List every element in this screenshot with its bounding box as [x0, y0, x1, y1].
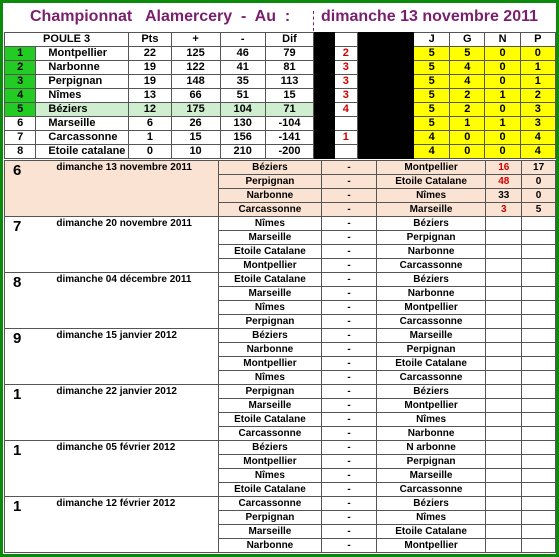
- away-score: [522, 357, 556, 371]
- standings-row: [5, 47, 556, 61]
- j-cell: 4: [414, 131, 450, 145]
- minus-header: -: [220, 33, 265, 47]
- away-score: [522, 287, 556, 301]
- home-score: [486, 329, 522, 343]
- minus-cell: 210: [220, 145, 265, 159]
- away-score: [522, 273, 556, 287]
- home-team: Narbonne: [218, 343, 322, 357]
- away-score: [522, 343, 556, 357]
- black-spacer: [357, 75, 413, 89]
- match-separator: -: [322, 525, 377, 539]
- black-spacer: [357, 145, 413, 159]
- match-separator: -: [322, 483, 377, 497]
- g-cell: 4: [450, 61, 485, 75]
- home-team: Carcassonne: [218, 427, 322, 441]
- dif-cell: 71: [265, 103, 313, 117]
- home-team: Montpellier: [218, 455, 322, 469]
- match-separator: -: [322, 441, 377, 455]
- away-score: [522, 455, 556, 469]
- match-separator: -: [322, 217, 377, 231]
- home-team: Béziers: [218, 161, 322, 175]
- away-score: [522, 385, 556, 399]
- rank-cell: 1: [5, 47, 36, 61]
- home-team: Marseille: [218, 231, 322, 245]
- round-date: dimanche 05 février 2012: [36, 441, 218, 497]
- black-spacer: [314, 33, 335, 47]
- away-team: Montpellier: [376, 301, 486, 315]
- away-score: [522, 245, 556, 259]
- black-spacer: [357, 61, 413, 75]
- away-score: 0: [522, 189, 556, 203]
- away-team: N arbonne: [376, 441, 486, 455]
- n-cell: 0: [485, 145, 520, 159]
- plus-header: +: [171, 33, 220, 47]
- team-cell: Marseille: [36, 117, 129, 131]
- away-score: [522, 511, 556, 525]
- j-cell: 5: [414, 89, 450, 103]
- away-score: [522, 315, 556, 329]
- away-team: Béziers: [376, 217, 486, 231]
- black-spacer: [357, 103, 413, 117]
- team-cell: Etoile catalane: [36, 145, 129, 159]
- fixture-row: [5, 497, 556, 511]
- rank-cell: 6: [5, 117, 36, 131]
- black-spacer: [314, 103, 335, 117]
- away-team: Béziers: [376, 497, 486, 511]
- mark-cell: [334, 117, 357, 131]
- away-score: [522, 217, 556, 231]
- p-cell: 1: [520, 61, 555, 75]
- standings-row: [5, 89, 556, 103]
- match-separator: -: [322, 273, 377, 287]
- home-score: [486, 259, 522, 273]
- match-separator: -: [322, 161, 377, 175]
- away-team: Béziers: [376, 273, 486, 287]
- away-score: 0: [522, 175, 556, 189]
- home-team: Perpignan: [218, 511, 322, 525]
- p-header: P: [520, 33, 555, 47]
- home-score: [486, 231, 522, 245]
- away-team: Narbonne: [376, 245, 486, 259]
- j-cell: 5: [414, 47, 450, 61]
- home-score: [486, 245, 522, 259]
- away-score: [522, 301, 556, 315]
- title-bar: [3, 3, 556, 32]
- dif-cell: -200: [265, 145, 313, 159]
- standings-header: [5, 33, 556, 47]
- mark-cell: 1: [334, 131, 357, 145]
- home-score: 48: [486, 175, 522, 189]
- rank-cell: 7: [5, 131, 36, 145]
- black-spacer: [357, 131, 413, 145]
- poule-header: POULE 3: [5, 33, 129, 47]
- black-spacer: [314, 75, 335, 89]
- home-team: Etoile Catalane: [218, 245, 322, 259]
- home-score: [486, 427, 522, 441]
- away-score: [522, 231, 556, 245]
- home-team: Marseille: [218, 287, 322, 301]
- match-separator: -: [322, 287, 377, 301]
- minus-cell: 41: [220, 61, 265, 75]
- home-score: [486, 371, 522, 385]
- home-score: [486, 315, 522, 329]
- away-team: Marseille: [376, 469, 486, 483]
- n-cell: 0: [485, 75, 520, 89]
- plus-cell: 148: [171, 75, 220, 89]
- black-spacer: [357, 117, 413, 131]
- home-score: [486, 399, 522, 413]
- team-cell: Nîmes: [36, 89, 129, 103]
- match-separator: -: [322, 175, 377, 189]
- home-score: 3: [486, 203, 522, 217]
- home-score: [486, 357, 522, 371]
- home-score: [486, 469, 522, 483]
- n-header: N: [485, 33, 520, 47]
- minus-cell: 51: [220, 89, 265, 103]
- match-separator: -: [322, 343, 377, 357]
- match-separator: -: [322, 371, 377, 385]
- match-separator: -: [322, 301, 377, 315]
- minus-cell: 130: [220, 117, 265, 131]
- plus-cell: 125: [171, 47, 220, 61]
- standings-row: [5, 131, 556, 145]
- home-score: [486, 301, 522, 315]
- g-cell: 4: [450, 75, 485, 89]
- home-score: [486, 511, 522, 525]
- dif-cell: -104: [265, 117, 313, 131]
- minus-cell: 46: [220, 47, 265, 61]
- p-cell: 3: [520, 103, 555, 117]
- home-team: Marseille: [218, 399, 322, 413]
- away-team: Perpignan: [376, 455, 486, 469]
- fixture-row: [5, 273, 556, 287]
- round-date: dimanche 12 février 2012: [36, 497, 218, 553]
- dif-cell: 15: [265, 89, 313, 103]
- away-team: Carcassonne: [376, 371, 486, 385]
- home-team: Béziers: [218, 441, 322, 455]
- round-number: 9: [5, 329, 37, 385]
- j-cell: 5: [414, 61, 450, 75]
- rank-cell: 5: [5, 103, 36, 117]
- away-score: [522, 427, 556, 441]
- n-cell: 0: [485, 61, 520, 75]
- p-cell: 4: [520, 131, 555, 145]
- dif-cell: -141: [265, 131, 313, 145]
- away-team: Carcassonne: [376, 315, 486, 329]
- fixture-row: [5, 385, 556, 399]
- round-number: 6: [5, 161, 37, 217]
- home-team: Perpignan: [218, 385, 322, 399]
- g-cell: 2: [450, 89, 485, 103]
- away-score: [522, 469, 556, 483]
- fixtures-table: [4, 160, 556, 553]
- mark-cell: 3: [334, 89, 357, 103]
- home-score: 16: [486, 161, 522, 175]
- away-team: Nîmes: [376, 511, 486, 525]
- home-team: Montpellier: [218, 259, 322, 273]
- fixture-row: [5, 217, 556, 231]
- standings-row: [5, 145, 556, 159]
- title-separator: [313, 11, 314, 31]
- pts-header: Pts: [129, 33, 171, 47]
- match-separator: -: [322, 357, 377, 371]
- home-team: Etoile Catalane: [218, 413, 322, 427]
- home-score: [486, 385, 522, 399]
- j-cell: 4: [414, 145, 450, 159]
- away-score: [522, 525, 556, 539]
- away-team: Montpellier: [376, 539, 486, 553]
- fixture-row: [5, 441, 556, 455]
- home-score: 33: [486, 189, 522, 203]
- home-score: [486, 217, 522, 231]
- match-separator: -: [322, 245, 377, 259]
- black-spacer: [314, 61, 335, 75]
- home-team: Carcassonne: [218, 497, 322, 511]
- round-date: dimanche 13 novembre 2011: [36, 161, 218, 217]
- home-score: [486, 497, 522, 511]
- home-score: [486, 273, 522, 287]
- away-team: Carcassonne: [376, 483, 486, 497]
- plus-cell: 15: [171, 131, 220, 145]
- p-cell: 0: [520, 47, 555, 61]
- standings-row: [5, 61, 556, 75]
- dif-header: Dif: [265, 33, 313, 47]
- pts-cell: 1: [129, 131, 171, 145]
- mark-cell: 4: [334, 103, 357, 117]
- round-date: dimanche 20 novembre 2011: [36, 217, 218, 273]
- home-score: [486, 287, 522, 301]
- match-separator: -: [322, 427, 377, 441]
- away-team: Etoile Catalane: [376, 357, 486, 371]
- g-cell: 0: [450, 131, 485, 145]
- pts-cell: 19: [129, 75, 171, 89]
- away-team: Montpellier: [376, 399, 486, 413]
- match-separator: -: [322, 539, 377, 553]
- mark-cell: [334, 145, 357, 159]
- away-team: Nîmes: [376, 189, 486, 203]
- match-separator: -: [322, 511, 377, 525]
- pts-cell: 19: [129, 61, 171, 75]
- away-team: Narbonne: [376, 427, 486, 441]
- black-spacer: [357, 33, 413, 47]
- minus-cell: 156: [220, 131, 265, 145]
- home-team: Narbonne: [218, 539, 322, 553]
- p-cell: 1: [520, 75, 555, 89]
- black-spacer: [314, 145, 335, 159]
- away-team: Etoile Catalane: [376, 175, 486, 189]
- away-score: [522, 413, 556, 427]
- home-team: Carcassonne: [218, 203, 322, 217]
- away-team: Nîmes: [376, 413, 486, 427]
- home-score: [486, 413, 522, 427]
- mark-cell: 3: [334, 75, 357, 89]
- black-spacer: [314, 89, 335, 103]
- mark-cell: 2: [334, 47, 357, 61]
- pts-cell: 12: [129, 103, 171, 117]
- g-cell: 5: [450, 47, 485, 61]
- away-team: Etoile Catalane: [376, 525, 486, 539]
- round-number: 8: [5, 273, 37, 329]
- away-team: Marseille: [376, 329, 486, 343]
- home-score: [486, 455, 522, 469]
- home-team: Perpignan: [218, 315, 322, 329]
- pts-cell: 6: [129, 117, 171, 131]
- round-number: 1: [5, 441, 37, 497]
- standings-row: [5, 75, 556, 89]
- round-date: dimanche 22 janvier 2012: [36, 385, 218, 441]
- away-score: [522, 399, 556, 413]
- current-date: dimanche 13 novembre 2011: [321, 8, 538, 25]
- match-separator: -: [322, 385, 377, 399]
- match-separator: -: [322, 231, 377, 245]
- home-team: Narbonne: [218, 189, 322, 203]
- dif-cell: 79: [265, 47, 313, 61]
- pts-cell: 0: [129, 145, 171, 159]
- mark-header: [334, 33, 357, 47]
- n-cell: 1: [485, 117, 520, 131]
- team-cell: Béziers: [36, 103, 129, 117]
- dif-cell: 81: [265, 61, 313, 75]
- pts-cell: 13: [129, 89, 171, 103]
- round-date: dimanche 04 décembre 2011: [36, 273, 218, 329]
- away-score: [522, 483, 556, 497]
- black-spacer: [314, 47, 335, 61]
- g-header: G: [450, 33, 485, 47]
- plus-cell: 122: [171, 61, 220, 75]
- p-cell: 3: [520, 117, 555, 131]
- away-score: [522, 259, 556, 273]
- dif-cell: 113: [265, 75, 313, 89]
- round-number: 7: [5, 217, 37, 273]
- home-team: Nîmes: [218, 301, 322, 315]
- round-date: dimanche 15 janvier 2012: [36, 329, 218, 385]
- rank-cell: 3: [5, 75, 36, 89]
- plus-cell: 175: [171, 103, 220, 117]
- standings-row: [5, 117, 556, 131]
- home-score: [486, 539, 522, 553]
- match-separator: -: [322, 189, 377, 203]
- j-cell: 5: [414, 75, 450, 89]
- g-cell: 1: [450, 117, 485, 131]
- plus-cell: 26: [171, 117, 220, 131]
- fixture-row: [5, 161, 556, 175]
- home-team: Marseille: [218, 525, 322, 539]
- match-separator: -: [322, 413, 377, 427]
- g-cell: 0: [450, 145, 485, 159]
- match-separator: -: [322, 399, 377, 413]
- away-score: [522, 539, 556, 553]
- match-separator: -: [322, 455, 377, 469]
- fixture-row: [5, 329, 556, 343]
- home-team: Etoile Catalane: [218, 273, 322, 287]
- j-cell: 5: [414, 103, 450, 117]
- round-number: 1: [5, 385, 37, 441]
- team-cell: Carcassonne: [36, 131, 129, 145]
- home-team: Nîmes: [218, 217, 322, 231]
- black-spacer: [314, 131, 335, 145]
- g-cell: 2: [450, 103, 485, 117]
- team-cell: Perpignan: [36, 75, 129, 89]
- away-team: Marseille: [376, 203, 486, 217]
- away-score: 17: [522, 161, 556, 175]
- away-score: 5: [522, 203, 556, 217]
- home-team: Etoile Catalane: [218, 483, 322, 497]
- home-score: [486, 343, 522, 357]
- match-separator: -: [322, 497, 377, 511]
- minus-cell: 35: [220, 75, 265, 89]
- away-team: Narbonne: [376, 287, 486, 301]
- match-separator: -: [322, 329, 377, 343]
- away-score: [522, 329, 556, 343]
- home-team: Nîmes: [218, 371, 322, 385]
- n-cell: 1: [485, 89, 520, 103]
- home-score: [486, 483, 522, 497]
- standings-table: [4, 32, 556, 159]
- black-spacer: [314, 117, 335, 131]
- match-separator: -: [322, 315, 377, 329]
- minus-cell: 104: [220, 103, 265, 117]
- plus-cell: 10: [171, 145, 220, 159]
- home-team: Perpignan: [218, 175, 322, 189]
- black-spacer: [357, 89, 413, 103]
- mark-cell: 3: [334, 61, 357, 75]
- match-separator: -: [322, 469, 377, 483]
- away-team: Perpignan: [376, 231, 486, 245]
- match-separator: -: [322, 259, 377, 273]
- round-number: 1: [5, 497, 37, 553]
- home-score: [486, 525, 522, 539]
- plus-cell: 66: [171, 89, 220, 103]
- championship-title: Championnat Alamercery - Au :: [30, 8, 291, 25]
- rank-cell: 4: [5, 89, 36, 103]
- away-score: [522, 371, 556, 385]
- rank-cell: 8: [5, 145, 36, 159]
- team-cell: Montpellier: [36, 47, 129, 61]
- j-cell: 5: [414, 117, 450, 131]
- match-separator: -: [322, 203, 377, 217]
- n-cell: 0: [485, 47, 520, 61]
- n-cell: 0: [485, 131, 520, 145]
- home-team: Nîmes: [218, 469, 322, 483]
- rank-cell: 2: [5, 61, 36, 75]
- standings-row: [5, 103, 556, 117]
- home-team: Montpellier: [218, 357, 322, 371]
- j-header: J: [414, 33, 450, 47]
- black-spacer: [357, 47, 413, 61]
- home-team: Béziers: [218, 329, 322, 343]
- p-cell: 2: [520, 89, 555, 103]
- away-team: Perpignan: [376, 343, 486, 357]
- away-team: Montpellier: [376, 161, 486, 175]
- away-team: Béziers: [376, 385, 486, 399]
- p-cell: 4: [520, 145, 555, 159]
- n-cell: 0: [485, 103, 520, 117]
- team-cell: Narbonne: [36, 61, 129, 75]
- away-score: [522, 441, 556, 455]
- pts-cell: 22: [129, 47, 171, 61]
- away-score: [522, 497, 556, 511]
- away-team: Carcassonne: [376, 259, 486, 273]
- home-score: [486, 441, 522, 455]
